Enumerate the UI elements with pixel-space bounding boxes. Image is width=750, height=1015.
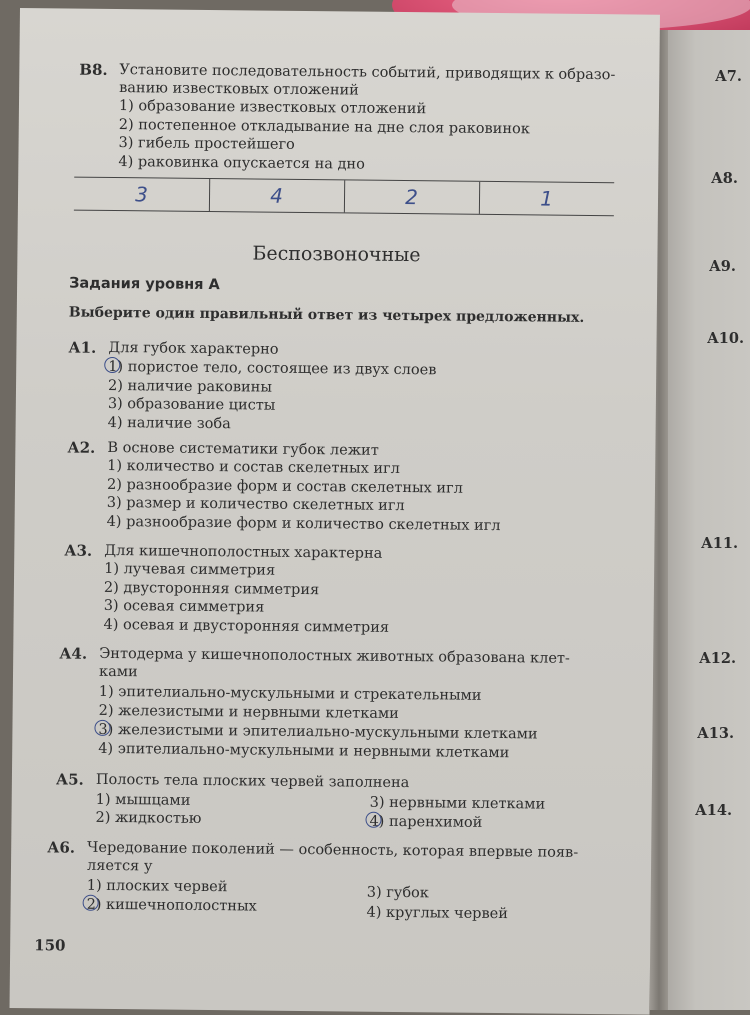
right-label-a7: А7. (715, 68, 742, 85)
question-text: Полость тела плоских червей заполнена (95, 771, 410, 792)
question-number: А4. (59, 644, 88, 663)
option-3: 3) размер и количество скелетных игл (106, 494, 405, 515)
option-3: 3) гибель простейшего (118, 135, 295, 153)
option-4: 4) наличие зоба (107, 414, 231, 432)
option-1: 1) плоских червей (86, 877, 228, 896)
right-label-a10: А10. (707, 330, 745, 347)
option-4: 4) осевая и двусторонняя симметрия (103, 616, 390, 636)
option-1: 1) мышцами (95, 791, 191, 809)
options-list (98, 683, 538, 763)
option-2: 2) разнообразие форм и состав скелетных игл (106, 476, 463, 497)
option-3: 3) осевая симметрия (103, 597, 265, 616)
options-list (118, 97, 530, 175)
question-text-line2: ками (98, 663, 138, 681)
options-list (107, 457, 502, 535)
options-list (103, 560, 389, 637)
question-number: А5. (55, 770, 84, 789)
option-1: 1) количество и состав скелетных игл (107, 457, 400, 478)
option-2: 2) постепенное откладывание на дне слоя раковинок (118, 116, 530, 137)
question-text: Для кишечнополостных характерна (104, 542, 383, 562)
right-label-a12: А12. (699, 650, 737, 667)
options-list (108, 357, 437, 435)
question-number: А6. (47, 838, 76, 857)
option-1-text: 1) пористое тело, состоящее из двух слоев (108, 358, 437, 379)
question-text: Для губок характерно (108, 339, 279, 358)
option-2: 2) двусторонняя симметрия (103, 579, 320, 598)
option-4-text: 4) паренхимой (369, 813, 483, 831)
question-text-line1: Энтодерма у кишечнополостных животных образована клет- (99, 645, 570, 667)
question-text-line1: Чередование поколений — особенность, которая впервые появ- (87, 839, 579, 861)
left-page (10, 8, 660, 1015)
option-2: 2) железистыми и нервными клетками (98, 702, 399, 722)
option-4: 4) разнообразие форм и количество скелетных игл (106, 513, 501, 534)
instruction-text: Выберите один правильный ответ из четырех предложенных. (68, 304, 585, 326)
answer-cell-3: 2 (405, 185, 419, 210)
section-title: Беспозвоночные (252, 242, 421, 267)
option-1: 1) эпителиально-мускульными и стрекательными (98, 683, 482, 704)
right-label-a14: А14. (695, 802, 733, 819)
option-4: 4) эпителиально-мускульными и нервными клетками (98, 740, 510, 761)
question-number: А1. (68, 338, 97, 357)
level-title: Задания уровня А (69, 275, 220, 294)
question-text-line2: ванию известковых отложений (119, 80, 359, 99)
question-number: А3. (64, 541, 93, 560)
answer-cell-4: 1 (540, 186, 554, 211)
question-text-line1: Установите последовательность событий, приводящих к образо- (119, 62, 616, 84)
option-2: 2) жидкостью (95, 809, 202, 827)
answer-cell-2: 4 (270, 183, 284, 208)
question-text-line2: ляется у (86, 857, 153, 875)
right-label-a8: А8. (711, 170, 738, 187)
option-4 (369, 812, 482, 833)
question-text: В основе систематики губок лежит (107, 439, 379, 459)
option-3: 3) нервными клетками (369, 794, 546, 813)
option-2: 2) наличие раковины (107, 377, 273, 396)
option-1 (108, 357, 436, 380)
right-label-a9: А9. (709, 258, 736, 275)
right-label-a13: А13. (697, 725, 735, 742)
option-4: 4) круглых червей (366, 904, 508, 923)
option-3: 3) губок (366, 884, 429, 902)
right-label-a11: А11. (701, 535, 739, 552)
option-1: 1) образование известковых отложений (118, 98, 427, 118)
option-2-text: 2) кишечнополостных (86, 896, 257, 915)
option-3: 3) образование цисты (107, 395, 276, 414)
option-1: 1) лучевая симметрия (104, 560, 276, 579)
option-3-text: 3) железистыми и эпителиально-мускульными клетками (98, 721, 538, 743)
option-4: 4) раковинка опускается на дно (118, 153, 365, 173)
right-page (663, 30, 750, 1010)
question-number: А2. (67, 438, 96, 457)
answer-cell-1: 3 (135, 182, 149, 207)
option-2 (87, 895, 257, 916)
question-number: B8. (79, 60, 108, 79)
page-number: 150 (34, 936, 66, 955)
answer-table (74, 177, 614, 217)
